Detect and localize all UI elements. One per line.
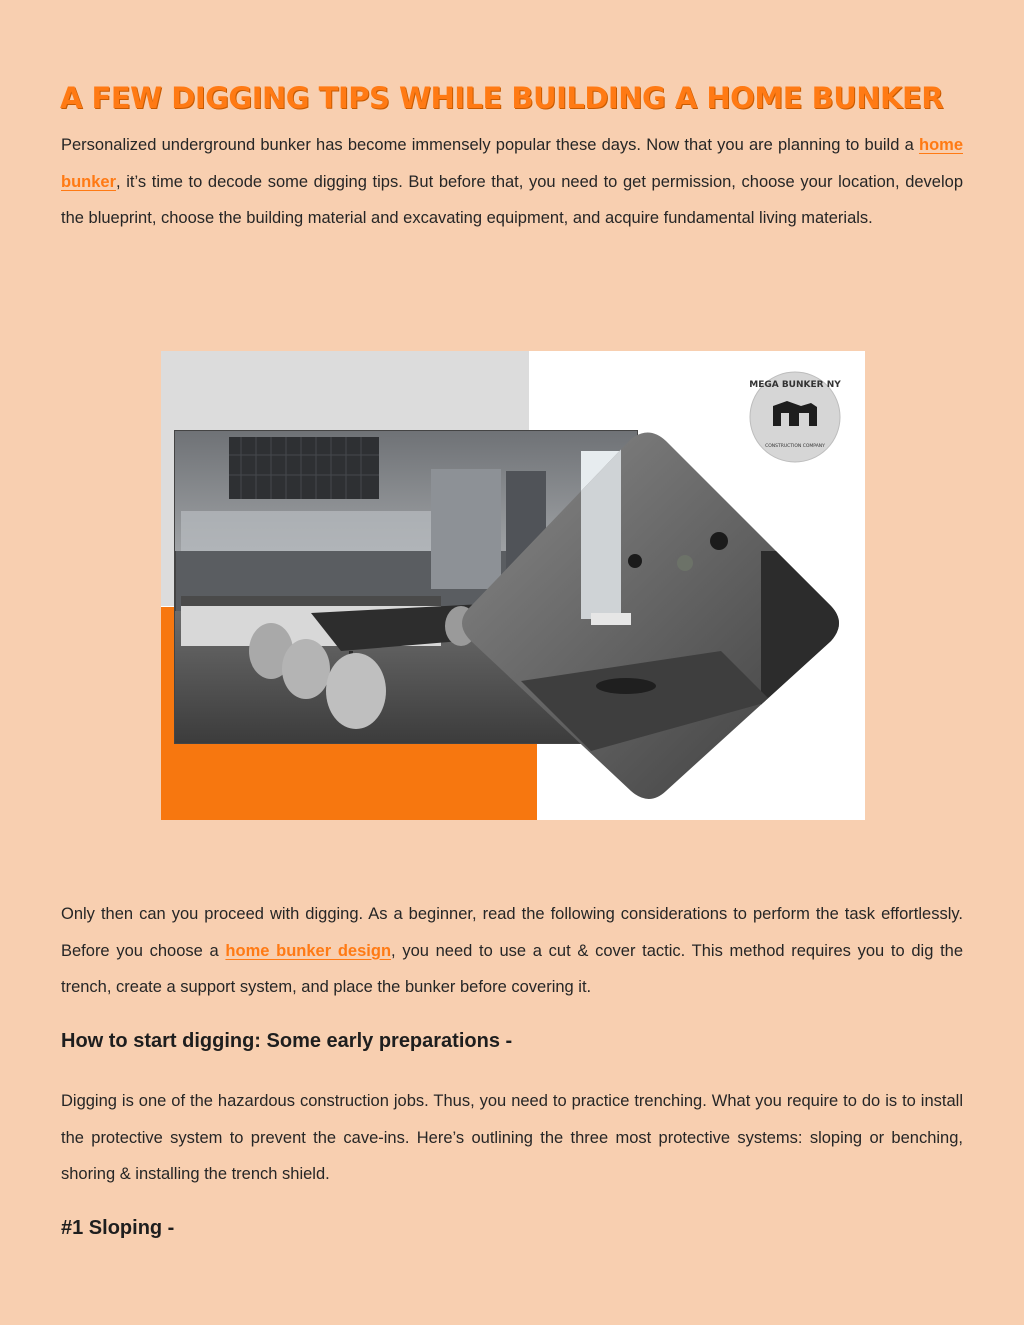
second-paragraph [61, 896, 963, 1006]
section-heading: How to start digging: Some early preparations - [61, 1030, 513, 1052]
intro-paragraph [61, 127, 963, 237]
second-text-after: , you need to use a cut & cover tactic. This method requires you to dig the trench, create a support system, and place the bunker before covering it. [61, 941, 964, 996]
second-text-before: Only then can you proceed with digging. As a beginner, read the following considerations to perform the task effortlessly. Before you choose a [61, 905, 963, 960]
mega-bunker-logo [749, 372, 841, 462]
intro-text-after: , it’s time to decode some digging tips. But before that, you need to get permission, choose your location, develop the blueprint, choose the building material and excavating equipment, and acquire fundamental living materials. [61, 172, 963, 227]
home-bunker-design-link[interactable]: home bunker design [225, 941, 392, 960]
hero-image [161, 351, 865, 820]
logo-text-bottom: CONSTRUCTION COMPANY [765, 444, 825, 449]
logo-text-top: MEGA BUNKER NY [749, 380, 841, 390]
section-paragraph: Digging is one of the hazardous construction jobs. Thus, you need to practice trenching. What you require to do is to install the protective system to prevent the cave-ins. Here’s outlining the three most protective systems: sloping or benching, shoring & installing the trench shield. [61, 1092, 963, 1183]
hero-illustration [161, 351, 865, 820]
home-bunker-link[interactable]: home bunker [61, 136, 963, 191]
subheading-sloping: #1 Sloping - [61, 1217, 175, 1239]
intro-text-before: Personalized underground bunker has become immensely popular these days. Now that you are planning to build a [61, 136, 919, 154]
article-title: A FEW DIGGING TIPS WHILE BUILDING A HOME BUNKER [60, 81, 944, 116]
